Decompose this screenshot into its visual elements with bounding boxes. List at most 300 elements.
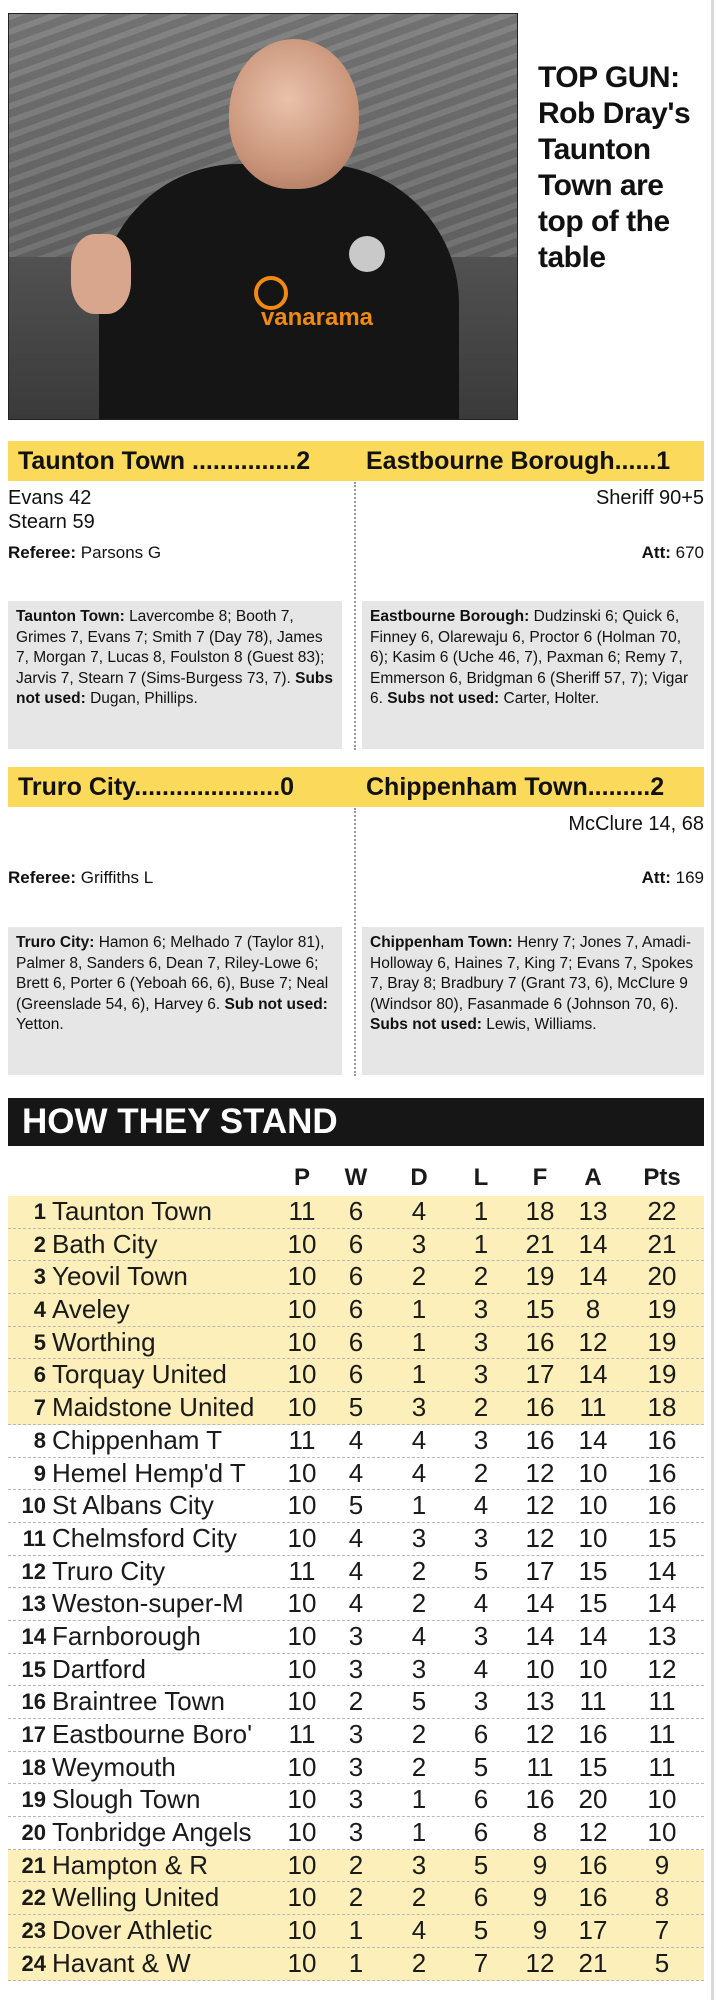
row-a: 11 — [579, 1392, 607, 1423]
row-f: 16 — [525, 1424, 555, 1455]
row-team: Farnborough — [52, 1620, 201, 1651]
row-a: 10 — [578, 1653, 608, 1684]
attendance-line — [642, 868, 704, 888]
row-d: 5 — [411, 1686, 427, 1717]
club-crest — [349, 236, 385, 272]
away-team-score: Eastbourne Borough......1 — [366, 447, 671, 475]
row-p: 10 — [287, 1817, 317, 1848]
home-lineup — [8, 927, 342, 1075]
row-pts: 19 — [647, 1294, 677, 1325]
row-a: 16 — [578, 1882, 608, 1913]
row-f: 12 — [525, 1522, 555, 1553]
lineup-players: Henry 7; Jones 7, Amadi-Holloway 6, Haines 7, King 7; Evans 7, Spokes 7, Bray 8; Bradbury 7 (Grant 73, 6), McClure 9 (Windsor 80), Fasanmade 6 (Johnson 70, 6). — [370, 934, 694, 1013]
row-d: 2 — [411, 1555, 427, 1586]
row-f: 13 — [525, 1686, 555, 1717]
table-row — [8, 1882, 704, 1915]
row-pts: 10 — [647, 1784, 677, 1815]
row-p: 10 — [287, 1882, 317, 1913]
subs-label: Subs not used: — [370, 1016, 482, 1033]
attendance-value: 169 — [675, 868, 704, 887]
row-l: 2 — [473, 1261, 489, 1292]
row-position: 9 — [33, 1460, 46, 1486]
row-p: 11 — [288, 1424, 316, 1455]
header-lost: L — [473, 1164, 489, 1191]
row-pts: 14 — [647, 1555, 677, 1586]
match-divider — [354, 808, 356, 1076]
row-team: Braintree Town — [52, 1686, 225, 1717]
row-d: 4 — [411, 1424, 427, 1455]
row-f: 9 — [532, 1882, 548, 1913]
row-w: 4 — [348, 1555, 364, 1586]
table-row — [8, 1556, 704, 1589]
row-w: 6 — [348, 1294, 364, 1325]
row-position: 4 — [33, 1297, 46, 1323]
row-f: 21 — [525, 1228, 555, 1259]
row-team: Weymouth — [52, 1751, 176, 1782]
row-a: 14 — [578, 1620, 608, 1651]
row-w: 6 — [348, 1359, 364, 1390]
row-position: 21 — [21, 1852, 46, 1878]
row-pts: 11 — [648, 1751, 676, 1782]
table-row — [8, 1327, 704, 1360]
row-w: 4 — [348, 1522, 364, 1553]
row-pts: 8 — [654, 1882, 670, 1913]
table-row — [8, 1784, 704, 1817]
referee-line — [8, 543, 161, 563]
row-d: 4 — [411, 1196, 427, 1226]
lineup-players: Lavercombe 8; Booth 7, Grimes 7, Evans 7; Smith 7 (Day 78), James 7, Morgan 7, Lucas 8, Foulston 8 (Guest 83); Jarvis 7, Stearn 7 (Sims-Burgess 73, 7). — [16, 608, 325, 687]
row-pts: 10 — [647, 1817, 677, 1848]
lineup-team: Chippenham Town: — [370, 934, 513, 951]
row-d: 1 — [411, 1784, 427, 1815]
row-l: 3 — [473, 1686, 489, 1717]
table-row — [8, 1654, 704, 1687]
lineup-team: Eastbourne Borough: — [370, 608, 530, 625]
row-l: 5 — [473, 1555, 489, 1586]
away-team-score: Chippenham Town.........2 — [366, 773, 665, 801]
home-lineup — [8, 601, 342, 749]
row-d: 1 — [411, 1294, 427, 1325]
row-position: 11 — [22, 1525, 46, 1551]
row-l: 1 — [473, 1196, 489, 1226]
row-pts: 7 — [654, 1915, 670, 1946]
subs-players: Lewis, Williams. — [486, 1016, 597, 1033]
row-a: 15 — [578, 1588, 608, 1619]
row-team: Dover Athletic — [52, 1915, 213, 1946]
subs-players: Carter, Holter. — [503, 690, 600, 707]
row-w: 1 — [348, 1915, 364, 1946]
row-f: 11 — [526, 1751, 554, 1782]
row-team: St Albans City — [52, 1490, 214, 1521]
row-a: 12 — [578, 1817, 608, 1848]
row-p: 10 — [287, 1947, 317, 1978]
row-w: 3 — [348, 1620, 364, 1651]
row-p: 10 — [287, 1849, 317, 1880]
row-p: 10 — [287, 1751, 317, 1782]
row-position: 7 — [33, 1395, 46, 1421]
row-pts: 15 — [647, 1522, 677, 1553]
row-d: 1 — [411, 1817, 427, 1848]
row-l: 3 — [473, 1620, 489, 1651]
row-a: 10 — [578, 1522, 608, 1553]
row-d: 1 — [411, 1490, 427, 1521]
row-p: 10 — [287, 1588, 317, 1619]
subs-label: Subs not used: — [16, 669, 334, 707]
row-pts: 22 — [647, 1196, 677, 1226]
table-row — [8, 1490, 704, 1523]
row-d: 3 — [411, 1849, 427, 1880]
row-l: 5 — [473, 1915, 489, 1946]
row-f: 12 — [525, 1457, 555, 1488]
row-position: 23 — [21, 1918, 46, 1944]
row-p: 11 — [288, 1719, 316, 1749]
row-team: Worthing — [52, 1326, 156, 1357]
row-w: 4 — [348, 1424, 364, 1455]
header-played: P — [293, 1164, 310, 1191]
row-p: 11 — [288, 1196, 316, 1226]
row-team: Truro City — [52, 1555, 166, 1586]
row-position: 20 — [21, 1820, 46, 1846]
row-p: 10 — [287, 1784, 317, 1815]
row-d: 2 — [411, 1588, 427, 1619]
table-row — [8, 1915, 704, 1948]
row-f: 9 — [532, 1849, 548, 1880]
row-team: Dartford — [52, 1653, 146, 1684]
row-w: 5 — [348, 1490, 364, 1521]
row-w: 2 — [348, 1686, 364, 1717]
row-position: 22 — [21, 1885, 46, 1911]
away-lineup — [362, 601, 704, 749]
row-d: 3 — [411, 1522, 427, 1553]
row-f: 18 — [525, 1196, 555, 1226]
table-row — [8, 1425, 704, 1458]
lineup-players: Hamon 6; Melhado 7 (Taylor 81), Palmer 8, Sanders 6, Dean 7, Riley-Lowe 6; Brett 6, Porter 6 (Yeboah 66, 6), Buse 7; Neal (Greenslade 54, 6), Harvey 6. — [16, 934, 329, 1013]
row-f: 19 — [525, 1261, 555, 1292]
lineup-team: Taunton Town: — [16, 608, 125, 625]
table-row — [8, 1948, 704, 1981]
row-position: 2 — [33, 1231, 46, 1257]
row-position: 12 — [21, 1558, 46, 1584]
row-d: 2 — [411, 1947, 427, 1978]
row-l: 2 — [473, 1392, 489, 1423]
row-d: 3 — [411, 1228, 427, 1259]
row-pts: 19 — [647, 1326, 677, 1357]
manager-hand — [71, 234, 131, 314]
row-w: 2 — [348, 1849, 364, 1880]
row-f: 12 — [525, 1947, 555, 1978]
photo-caption: TOP GUN: Rob Dray's Taunton Town are top of the table — [538, 61, 691, 274]
row-p: 10 — [287, 1228, 317, 1259]
table-row — [8, 1621, 704, 1654]
row-a: 16 — [578, 1849, 608, 1880]
table-row — [8, 1261, 704, 1294]
row-team: Welling United — [52, 1882, 220, 1913]
row-a: 14 — [578, 1228, 608, 1259]
row-a: 13 — [578, 1196, 608, 1226]
table-row — [8, 1359, 704, 1392]
row-f: 9 — [532, 1915, 548, 1946]
row-position: 19 — [21, 1787, 46, 1813]
match-divider — [354, 482, 356, 750]
row-d: 3 — [411, 1653, 427, 1684]
row-team: Tonbridge Angels — [52, 1817, 252, 1848]
match-header — [8, 767, 704, 807]
row-l: 4 — [473, 1490, 489, 1521]
row-f: 14 — [525, 1588, 555, 1619]
row-a: 20 — [578, 1784, 608, 1815]
row-pts: 11 — [648, 1719, 676, 1749]
standings-table — [8, 1196, 704, 1981]
row-pts: 19 — [647, 1359, 677, 1390]
row-l: 6 — [473, 1784, 489, 1815]
row-p: 10 — [287, 1522, 317, 1553]
row-a: 12 — [578, 1326, 608, 1357]
table-row — [8, 1817, 704, 1850]
manager-head — [229, 39, 359, 189]
row-f: 12 — [525, 1490, 555, 1521]
table-row — [8, 1850, 704, 1883]
row-pts: 16 — [647, 1490, 677, 1521]
row-position: 14 — [21, 1623, 46, 1649]
referee-line — [8, 868, 153, 888]
table-row — [8, 1523, 704, 1556]
row-l: 6 — [473, 1817, 489, 1848]
sponsor-text: vanarama — [260, 304, 374, 331]
subs-players: Yetton. — [16, 1016, 64, 1033]
row-w: 5 — [348, 1392, 364, 1423]
row-l: 3 — [473, 1424, 489, 1455]
row-a: 14 — [578, 1424, 608, 1455]
row-pts: 5 — [654, 1947, 670, 1978]
manager-photo — [8, 13, 518, 420]
row-position: 5 — [33, 1329, 46, 1355]
row-p: 10 — [287, 1261, 317, 1292]
header-for: F — [532, 1164, 548, 1191]
table-row — [8, 1458, 704, 1491]
row-team: Chippenham T — [52, 1424, 223, 1455]
row-position: 16 — [21, 1689, 46, 1715]
row-pts: 12 — [647, 1653, 677, 1684]
row-pts: 14 — [647, 1588, 677, 1619]
row-p: 10 — [287, 1490, 317, 1521]
row-d: 4 — [411, 1457, 427, 1488]
row-d: 2 — [411, 1261, 427, 1292]
row-team: Hampton & R — [52, 1849, 209, 1880]
row-d: 1 — [411, 1326, 427, 1357]
row-a: 8 — [585, 1294, 601, 1325]
subs-label: Subs not used: — [387, 690, 500, 707]
row-d: 1 — [411, 1359, 427, 1390]
row-l: 1 — [473, 1228, 489, 1259]
row-team: Taunton Town — [52, 1196, 212, 1226]
table-row — [8, 1196, 704, 1229]
row-p: 10 — [287, 1326, 317, 1357]
row-w: 3 — [348, 1653, 364, 1684]
row-w: 3 — [348, 1784, 364, 1815]
row-team: Yeovil Town — [52, 1261, 188, 1292]
row-pts: 16 — [647, 1424, 677, 1455]
lineup-team: Truro City: — [16, 934, 95, 951]
row-pts: 20 — [647, 1261, 677, 1292]
standings-header — [8, 1164, 704, 1194]
row-team: Torquay United — [52, 1359, 227, 1390]
table-row — [8, 1294, 704, 1327]
row-l: 3 — [473, 1522, 489, 1553]
referee-label: Referee: — [8, 868, 77, 887]
row-team: Hemel Hemp'd T — [52, 1457, 246, 1488]
row-position: 18 — [21, 1754, 46, 1780]
row-a: 11 — [579, 1686, 607, 1717]
row-l: 3 — [473, 1294, 489, 1325]
row-d: 2 — [411, 1719, 427, 1749]
row-f: 8 — [532, 1817, 548, 1848]
row-f: 16 — [525, 1392, 555, 1423]
row-f: 12 — [525, 1719, 555, 1749]
table-row — [8, 1686, 704, 1719]
row-position: 1 — [33, 1199, 46, 1224]
row-p: 10 — [287, 1359, 317, 1390]
row-position: 3 — [33, 1264, 46, 1290]
row-w: 2 — [348, 1882, 364, 1913]
row-a: 16 — [578, 1719, 608, 1749]
row-w: 3 — [348, 1817, 364, 1848]
attendance-line — [642, 543, 704, 563]
row-p: 10 — [287, 1686, 317, 1717]
row-l: 7 — [473, 1947, 489, 1978]
row-a: 21 — [578, 1947, 608, 1978]
row-position: 17 — [21, 1722, 46, 1747]
row-a: 10 — [578, 1457, 608, 1488]
row-d: 2 — [411, 1751, 427, 1782]
row-pts: 21 — [647, 1228, 677, 1259]
row-team: Eastbourne Boro' — [52, 1719, 253, 1749]
referee-label: Referee: — [8, 543, 77, 562]
row-a: 10 — [578, 1490, 608, 1521]
attendance-value: 670 — [675, 543, 704, 562]
row-w: 6 — [348, 1196, 364, 1226]
row-l: 4 — [473, 1653, 489, 1684]
row-l: 3 — [473, 1359, 489, 1390]
row-p: 10 — [287, 1294, 317, 1325]
subs-label: Sub not used: — [224, 995, 328, 1013]
row-team: Slough Town — [52, 1784, 201, 1815]
row-team: Bath City — [52, 1228, 158, 1259]
row-f: 14 — [525, 1620, 555, 1651]
row-w: 6 — [348, 1261, 364, 1292]
row-p: 10 — [287, 1653, 317, 1684]
row-d: 4 — [411, 1620, 427, 1651]
away-scorer: McClure 14, 68 — [568, 813, 704, 835]
row-d: 4 — [411, 1915, 427, 1946]
row-d: 2 — [411, 1882, 427, 1913]
away-lineup — [362, 927, 704, 1075]
row-a: 15 — [578, 1555, 608, 1586]
row-a: 14 — [578, 1359, 608, 1390]
row-w: 4 — [348, 1588, 364, 1619]
row-a: 17 — [578, 1915, 608, 1946]
home-team-score: Taunton Town ...............2 — [18, 447, 311, 475]
row-p: 10 — [287, 1457, 317, 1488]
table-row — [8, 1392, 704, 1425]
row-pts: 13 — [647, 1620, 677, 1651]
row-pts: 11 — [648, 1686, 676, 1717]
row-team: Chelmsford City — [52, 1522, 237, 1553]
referee-name: Parsons G — [80, 543, 162, 562]
table-row — [8, 1229, 704, 1262]
attendance-label: Att: — [641, 543, 671, 562]
row-position: 24 — [21, 1950, 46, 1976]
home-scorer: Stearn 59 — [8, 511, 95, 533]
attendance-label: Att: — [641, 868, 671, 887]
row-w: 6 — [348, 1228, 364, 1259]
row-pts: 18 — [647, 1392, 677, 1423]
row-f: 10 — [525, 1653, 555, 1684]
row-w: 3 — [348, 1719, 364, 1749]
row-position: 13 — [21, 1591, 46, 1617]
table-row — [8, 1588, 704, 1621]
row-l: 6 — [473, 1719, 489, 1749]
row-w: 4 — [348, 1457, 364, 1488]
row-pts: 16 — [647, 1457, 677, 1488]
table-row — [8, 1719, 704, 1752]
table-row — [8, 1752, 704, 1785]
row-l: 3 — [473, 1326, 489, 1357]
row-l: 6 — [473, 1882, 489, 1913]
header-against: A — [584, 1164, 602, 1191]
row-w: 3 — [348, 1751, 364, 1782]
row-position: 6 — [33, 1362, 46, 1388]
row-p: 10 — [287, 1392, 317, 1423]
row-position: 15 — [21, 1656, 46, 1682]
header-drawn: D — [410, 1164, 428, 1191]
row-w: 6 — [348, 1326, 364, 1357]
row-team: Havant & W — [52, 1947, 191, 1978]
lineup-players: Dudzinski 6; Quick 6, Finney 6, Olarewaju 6, Proctor 6 (Holman 70, 6); Kasim 6 (Uche 46, 7), Paxman 6; Remy 7, Emmerson 6, Bridgman 6 (Sheriff 57, 7); Vigar 6. — [370, 608, 689, 707]
match-header — [8, 441, 704, 481]
row-p: 10 — [287, 1915, 317, 1946]
header-points: Pts — [643, 1164, 681, 1191]
row-l: 5 — [473, 1751, 489, 1782]
row-l: 2 — [473, 1457, 489, 1488]
row-d: 3 — [411, 1392, 427, 1423]
row-p: 10 — [287, 1620, 317, 1651]
row-p: 11 — [288, 1555, 316, 1586]
row-l: 5 — [473, 1849, 489, 1880]
header-won: W — [344, 1164, 368, 1191]
row-f: 17 — [525, 1555, 555, 1586]
row-position: 8 — [33, 1427, 46, 1453]
home-scorer: Evans 42 — [8, 487, 92, 509]
row-team: Maidstone United — [52, 1392, 255, 1423]
row-f: 17 — [525, 1359, 555, 1390]
row-pts: 9 — [654, 1849, 670, 1880]
row-f: 16 — [525, 1784, 555, 1815]
row-w: 1 — [348, 1947, 364, 1978]
row-l: 4 — [473, 1588, 489, 1619]
row-a: 15 — [578, 1751, 608, 1782]
subs-players: Dugan, Phillips. — [90, 690, 198, 707]
row-a: 14 — [578, 1261, 608, 1292]
standings-title: HOW THEY STAND — [8, 1098, 704, 1146]
row-team: Aveley — [52, 1294, 130, 1325]
row-f: 16 — [525, 1326, 555, 1357]
referee-name: Griffiths L — [80, 868, 154, 887]
home-team-score: Truro City.....................0 — [18, 773, 294, 801]
row-f: 15 — [525, 1294, 555, 1325]
away-scorer: Sheriff 90+5 — [595, 487, 704, 509]
row-team: Weston-super-M — [52, 1588, 244, 1619]
row-position: 10 — [21, 1493, 46, 1519]
